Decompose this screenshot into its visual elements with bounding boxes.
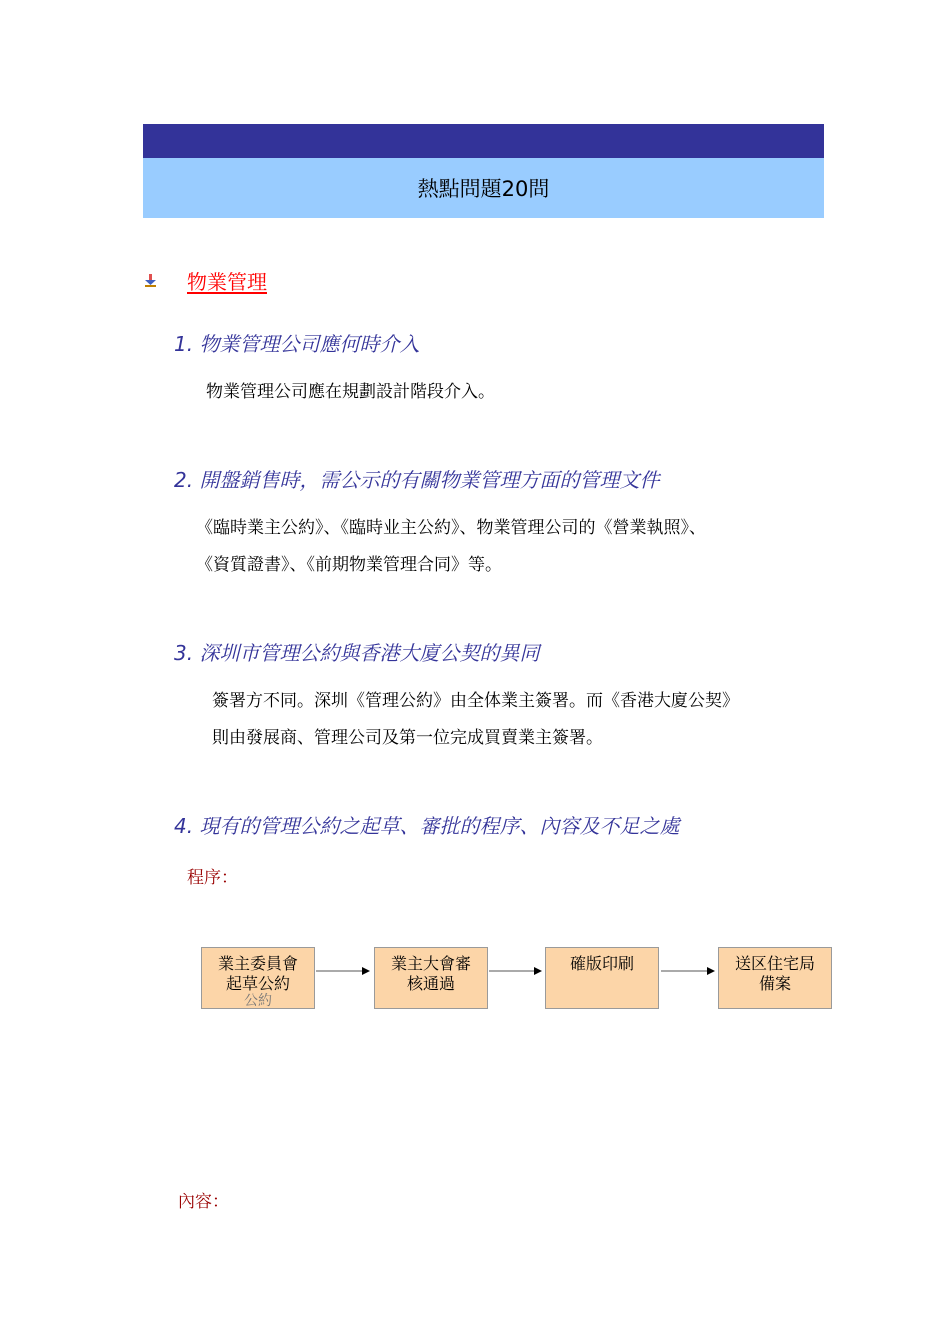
flow-step-line: 確版印刷 [569, 954, 634, 973]
answer-line: 物業管理公司應在規劃設計階段介入。 [206, 382, 495, 402]
flow-step-line: 核通過 [406, 974, 455, 993]
flow-step-3 [545, 947, 659, 1009]
question-1-title: 1. 物業管理公司應何時介入 [174, 332, 420, 356]
flow-step-line: 業主大會審 [390, 954, 471, 973]
answer-line: 《資質證書》、《前期物業管理合同》等。 [196, 555, 502, 575]
procedure-label: 程序： [187, 868, 238, 888]
question-3-title: 3. 深圳市管理公約與香港大廈公契的異同 [174, 641, 540, 665]
answer-line: 則由發展商、管理公司及第一位完成買賣業主簽署。 [212, 728, 603, 748]
flow-step-line: 備案 [758, 974, 791, 993]
content-label: 內容： [178, 1192, 229, 1212]
flow-step-line: 業主委員會 [217, 954, 298, 973]
page-title: 熱點問題20問 [417, 177, 550, 201]
answer-line: 《臨時業主公約》、《臨時业主公約》、物業管理公司的《營業執照》、 [196, 518, 706, 538]
flow-step-line: 起草公約 [225, 974, 290, 993]
answer-line: 簽署方不同。深圳《管理公約》由全体業主簽署。而《香港大廈公契》 [212, 691, 739, 711]
section-title: 物業管理 [187, 269, 267, 294]
question-4-title: 4. 現有的管理公約之起草、審批的程序、內容及不足之處 [174, 814, 680, 838]
flow-step-line: 送区住宅局 [734, 954, 815, 973]
flow-step-line: 公約 [244, 993, 272, 1009]
flow-step-4 [718, 947, 832, 1009]
flow-step-1 [201, 947, 315, 1009]
flow-step-2 [374, 947, 488, 1009]
question-2-title: 2. 開盤銷售時，需公示的有關物業管理方面的管理文件 [174, 468, 660, 492]
